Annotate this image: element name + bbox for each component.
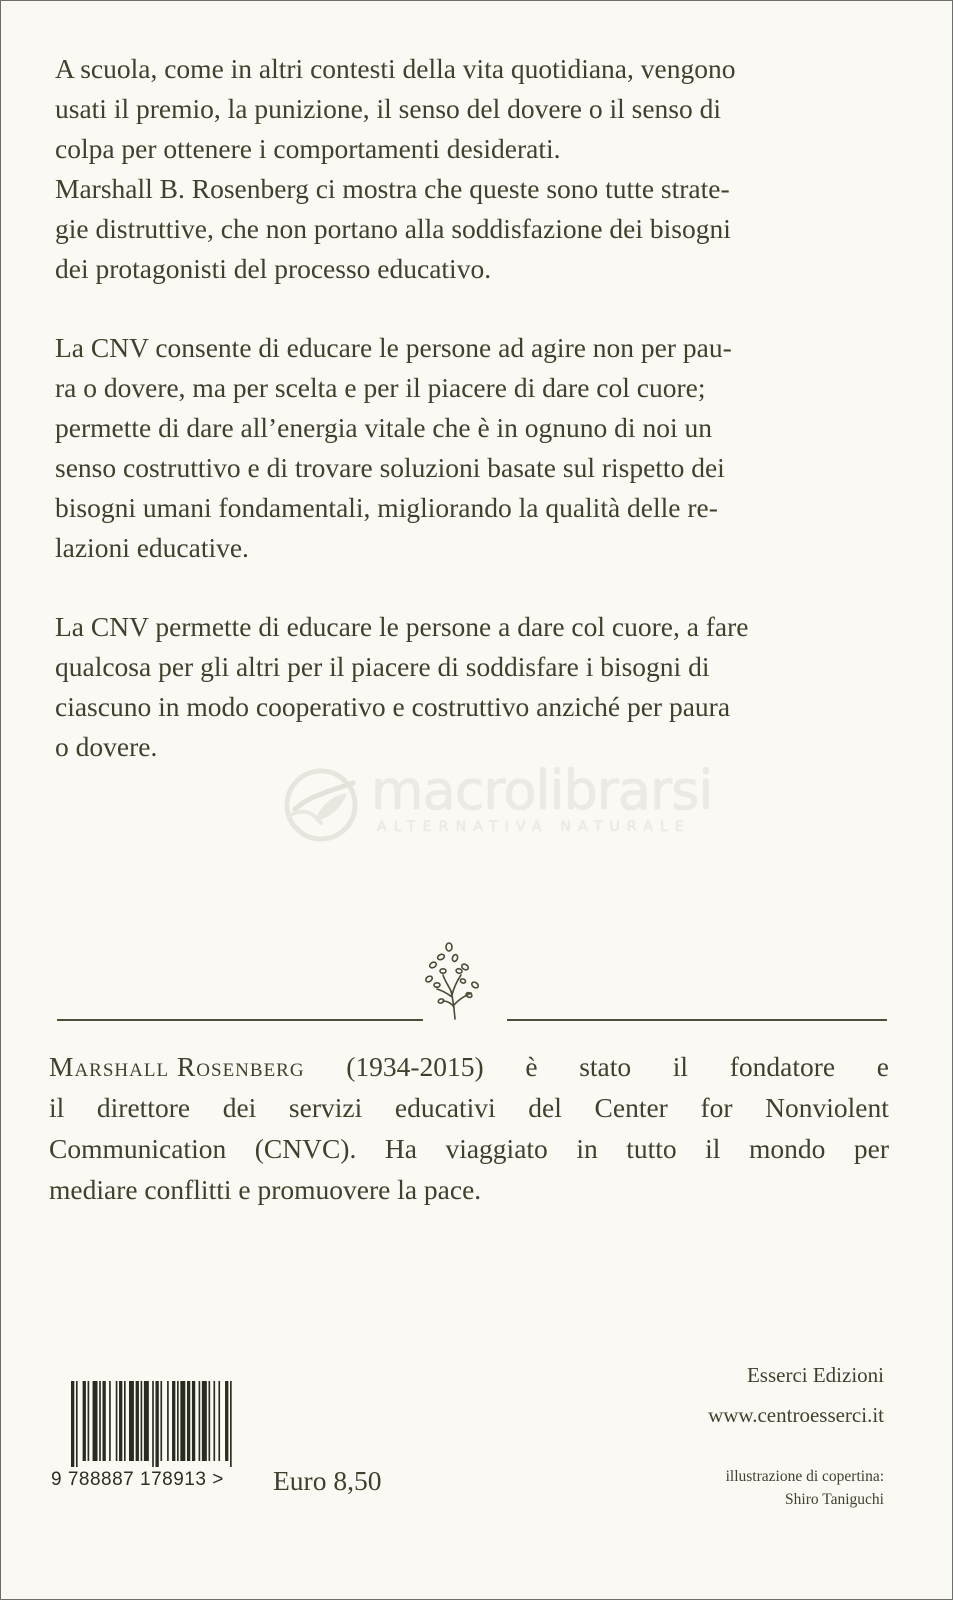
blurb-line: bisogni umani fondamentali, migliorando la qualità delle re-: [55, 492, 718, 523]
credits-label: illustrazione di copertina:: [725, 1468, 884, 1485]
barcode-bar: [225, 1381, 228, 1461]
barcode-bar: [199, 1381, 201, 1461]
tree-ornament-icon: [421, 941, 491, 1021]
publisher-name: Esserci Edizioni: [746, 1363, 884, 1387]
barcode-bar: [129, 1381, 134, 1461]
barcode-bar: [155, 1381, 158, 1467]
isbn-barcode: [51, 1381, 251, 1491]
blurb-line: La CNV consente di educare le persone ad agire non per pau-: [55, 332, 732, 363]
divider-left: [57, 1019, 423, 1021]
bio-line: mediare conflitti e promuovere la pace.: [49, 1174, 482, 1205]
divider-right: [507, 1019, 887, 1021]
blurb-line: senso costruttivo e di trovare soluzioni basate sul rispetto dei: [55, 452, 725, 483]
leaf-swoosh-icon: [281, 765, 361, 845]
blurb-line: ciascuno in modo cooperativo e costruttivo anziché per paura: [55, 691, 731, 722]
barcode-bar: [187, 1381, 190, 1461]
author-name: Marshall Rosenberg: [49, 1051, 305, 1082]
barcode-bar: [208, 1381, 210, 1461]
barcode-bar: [180, 1381, 185, 1461]
bio-line: il direttore dei servizi educativi del Center for Nonviolent: [49, 1092, 889, 1123]
watermark-brand: macrolibrarsi: [371, 759, 713, 822]
barcode-bar: [83, 1381, 86, 1461]
watermark: [281, 759, 713, 851]
bio-line: Communication (CNVC). Ha viaggiato in tutto il mondo per: [49, 1133, 889, 1164]
price: Euro 8,50: [273, 1465, 382, 1496]
blurb-line: permette di dare all’energia vitale che è in ognuno di noi un: [55, 412, 712, 443]
credits-illustrator: Shiro Taniguchi: [785, 1491, 884, 1508]
barcode-bars: [71, 1381, 235, 1467]
barcode-bar: [177, 1381, 179, 1461]
blurb-line: A scuola, come in altri contesti della vita quotidiana, vengono: [55, 53, 736, 84]
blurb-line: La CNV permette di educare le persone a dare col cuore, a fare: [55, 611, 749, 642]
barcode-bar: [93, 1381, 98, 1461]
blurb-paragraph-2: [55, 328, 895, 568]
barcode-bar: [71, 1381, 74, 1467]
barcode-bar: [76, 1381, 78, 1467]
blurb-line: o dovere.: [55, 731, 158, 762]
barcode-bar: [152, 1381, 154, 1467]
barcode-bar: [136, 1381, 139, 1461]
barcode-bar: [167, 1381, 169, 1461]
barcode-bar: [160, 1381, 162, 1461]
blurb-line: ra o dovere, ma per scelta e per il piacere di dare col cuore;: [55, 372, 706, 403]
blurb-paragraph-1: [55, 49, 895, 289]
blurb-line: lazioni educative.: [55, 532, 249, 563]
bio-line: Marshall Rosenberg (1934-2015) è stato il fondatore e: [49, 1046, 889, 1087]
blurb-line: gie distruttive, che non portano alla soddisfazione dei bisogni: [55, 213, 731, 244]
blurb-paragraph-3: [55, 607, 895, 767]
publisher-info: [708, 1358, 884, 1433]
barcode-bar: [192, 1381, 195, 1461]
barcode-bar: [202, 1381, 207, 1461]
barcode-bar: [119, 1381, 122, 1461]
barcode-bar: [109, 1381, 111, 1461]
barcode-bar: [144, 1381, 149, 1461]
barcode-bar: [172, 1381, 175, 1461]
barcode-bar: [88, 1381, 90, 1461]
barcode-bar: [230, 1381, 232, 1467]
barcode-bar: [124, 1381, 126, 1461]
barcode-digits: 9 788887 178913 >: [51, 1469, 224, 1490]
barcode-bar: [218, 1381, 220, 1461]
author-bio: [49, 1046, 889, 1210]
barcode-bar: [102, 1381, 105, 1461]
cover-credits: [726, 1465, 884, 1511]
barcode-bar: [141, 1381, 143, 1461]
barcode-bar: [116, 1381, 118, 1461]
barcode-bar: [99, 1381, 101, 1461]
publisher-website: www.centroesserci.it: [708, 1403, 884, 1427]
blurb-line: qualcosa per gli altri per il piacere di soddisfare i bisogni di: [55, 651, 710, 682]
watermark-tagline: ALTERNATIVA NATURALE: [377, 819, 692, 835]
blurb-line: Marshall B. Rosenberg ci mostra che queste sono tutte strate-: [55, 173, 730, 204]
barcode-bar: [213, 1381, 215, 1461]
blurb-line: dei protagonisti del processo educativo.: [55, 253, 492, 284]
blurb-line: usati il premio, la punizione, il senso del dovere o il senso di: [55, 93, 721, 124]
blurb-line: colpa per ottenere i comportamenti desiderati.: [55, 133, 561, 164]
